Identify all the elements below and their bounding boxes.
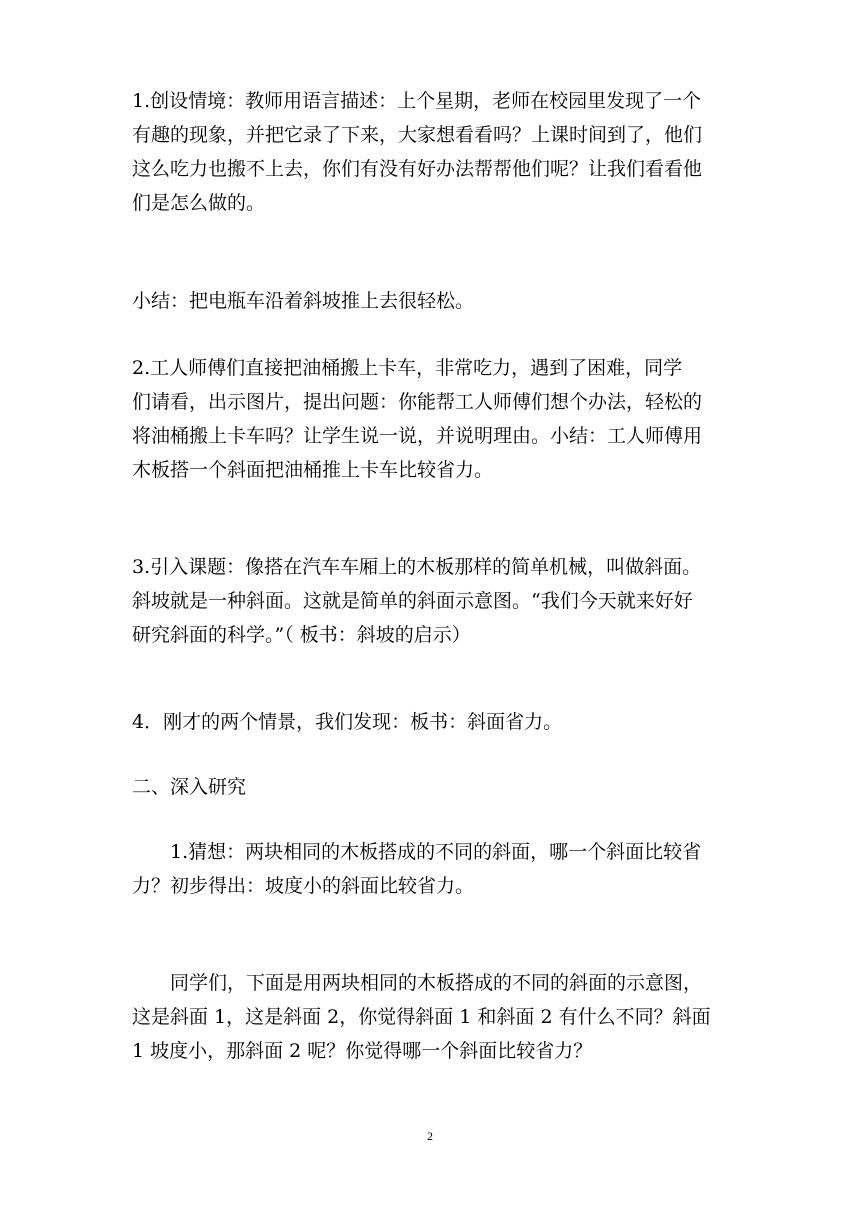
paragraph-discovery [132, 705, 732, 739]
paragraph-workers [132, 351, 732, 487]
text-line: 二、深入研究 [132, 776, 247, 798]
paragraph-summary [132, 284, 732, 318]
paragraph-situation [132, 84, 732, 220]
text-line: 3.引入课题：像搭在汽车车厢上的木板那样的简单机械，叫做斜面。 [132, 556, 702, 578]
text-line: 同学们，下面是用两块相同的木板搭成的不同的斜面的示意图， [132, 972, 703, 994]
text-line: 4．刚才的两个情景，我们发现：板书：斜面省力。 [132, 711, 563, 733]
paragraph-topic-intro [132, 550, 732, 652]
text-line: 力？初步得出：坡度小的斜面比较省力。 [132, 875, 475, 897]
text-line: 斜坡就是一种斜面。这就是简单的斜面示意图。“我们今天就来好好 [132, 590, 693, 612]
text-line: 这是斜面 1，这是斜面 2，你觉得斜面 1 和斜面 2 有什么不同？斜面 [132, 1006, 711, 1028]
page-number: 2 [427, 1129, 433, 1143]
text-line: 木板搭一个斜面把油桶推上卡车比较省力。 [132, 459, 494, 481]
text-line: 将油桶搬上卡车吗？让学生说一说，并说明理由。小结：工人师傅用 [132, 425, 703, 447]
paragraph-guess [132, 835, 732, 903]
text-line: 1 坡度小，那斜面 2 呢？你觉得哪一个斜面比较省力？ [132, 1040, 593, 1062]
text-line: 有趣的现象，并把它录了下来，大家想看看吗？上课时间到了，他们 [132, 124, 703, 146]
text-line: 们请看，出示图片，提出问题：你能帮工人师傅们想个办法，轻松的 [132, 391, 703, 413]
paragraph-slopes [132, 966, 732, 1068]
text-line: 1.创设情境：教师用语言描述：上个星期，老师在校园里发现了一个 [132, 90, 702, 112]
text-line: 2.工人师傅们直接把油桶搬上卡车，非常吃力，遇到了困难，同学 [132, 357, 683, 379]
text-line: 研究斜面的科学。”（ 板书：斜坡的启示） [132, 624, 471, 646]
text-line: 这么吃力也搬不上去，你们有没有好办法帮帮他们呢？让我们看看他 [132, 158, 703, 180]
text-line: 们是怎么做的。 [132, 192, 266, 214]
text-line: 小结：把电瓶车沿着斜坡推上去很轻松。 [132, 290, 475, 312]
text-line: 1.猜想：两块相同的木板搭成的不同的斜面，哪一个斜面比较省 [132, 841, 702, 863]
section-heading [132, 770, 732, 804]
